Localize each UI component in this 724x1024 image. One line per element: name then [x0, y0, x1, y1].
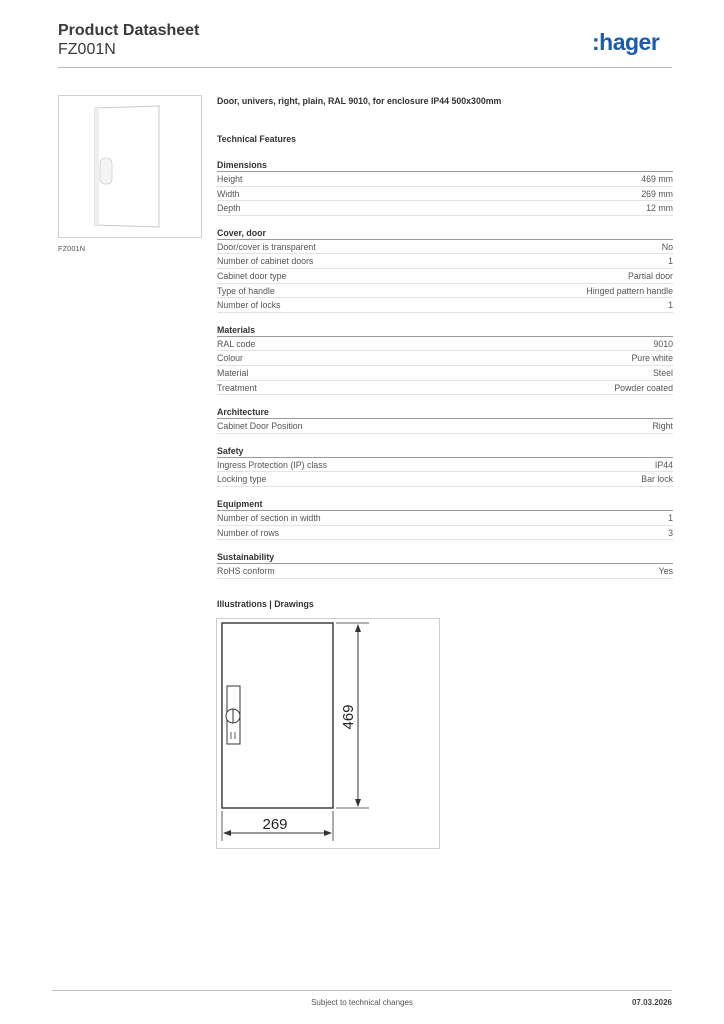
spec-value: 269 mm: [641, 188, 673, 199]
spec-section: [217, 498, 673, 540]
spec-row: [217, 187, 673, 202]
spec-row: [217, 526, 673, 541]
spec-label: Ingress Protection (IP) class: [217, 459, 327, 470]
technical-features-heading: Technical Features: [217, 134, 297, 144]
spec-row: [217, 564, 673, 579]
spec-value: Right: [652, 421, 673, 432]
footer-note: Subject to technical changes: [311, 998, 413, 1007]
spec-label: RoHS conform: [217, 566, 275, 577]
spec-content: [217, 96, 673, 579]
spec-row: [217, 472, 673, 487]
spec-row: [217, 240, 673, 255]
spec-value: Pure white: [631, 353, 673, 364]
spec-value: Yes: [658, 566, 673, 577]
hager-logo: [592, 28, 676, 58]
spec-value: Bar lock: [641, 474, 673, 485]
spec-label: Type of handle: [217, 285, 275, 296]
width-dimension-label: 269: [262, 816, 288, 833]
product-code: FZ001N: [58, 41, 116, 58]
spec-label: Cabinet door type: [217, 270, 287, 281]
spec-label: Width: [217, 188, 240, 199]
spec-label: Material: [217, 367, 249, 378]
spec-value: 1: [668, 512, 673, 523]
spec-label: Depth: [217, 203, 241, 214]
spec-row: [217, 419, 673, 434]
dimension-drawing: [216, 618, 440, 849]
spec-label: Number of cabinet doors: [217, 256, 314, 267]
product-description: Door, univers, right, plain, RAL 9010, for enclosure IP44 500x300mm: [217, 96, 502, 106]
dimension-labels: [217, 619, 439, 848]
spec-label: Cabinet Door Position: [217, 421, 303, 432]
spec-row: [217, 366, 673, 381]
spec-value: 469 mm: [641, 174, 673, 184]
section-heading: Architecture: [217, 406, 673, 419]
section-heading: Equipment: [217, 498, 673, 511]
spec-row: [217, 337, 673, 352]
spec-value: 9010: [653, 338, 673, 349]
spec-label: Locking type: [217, 474, 267, 485]
spec-value: Hinged pattern handle: [586, 285, 673, 296]
spec-label: Number of locks: [217, 300, 281, 311]
spec-label: Number of rows: [217, 527, 280, 538]
footer-date: 07.03.2026: [631, 998, 672, 1007]
spec-value: No: [661, 241, 673, 252]
spec-label: Door/cover is transparent: [217, 241, 316, 252]
spec-label: Colour: [217, 353, 243, 364]
height-dimension-label: 469: [340, 704, 357, 730]
spec-section: [217, 551, 673, 579]
header-divider: [58, 67, 672, 68]
section-heading: Cover, door: [217, 227, 673, 240]
spec-row: [217, 269, 673, 284]
illustrations-heading: Illustrations | Drawings: [217, 599, 314, 609]
spec-label: Number of section in width: [217, 512, 321, 523]
spec-value: 1: [668, 256, 673, 267]
spec-label: Height: [217, 174, 243, 184]
spec-section: [217, 324, 673, 395]
spec-row: [217, 351, 673, 366]
spec-label: Treatment: [217, 382, 257, 393]
spec-row: [217, 254, 673, 269]
spec-value: Powder coated: [614, 382, 673, 393]
section-heading: Dimensions: [217, 159, 673, 172]
spec-row: [217, 511, 673, 526]
logo-text: :hager: [592, 29, 660, 55]
page-title: Product Datasheet: [58, 22, 200, 39]
spec-row: [217, 381, 673, 396]
spec-section: [217, 445, 673, 487]
spec-value: IP44: [654, 459, 673, 470]
spec-row: [217, 172, 673, 187]
spec-value: Steel: [652, 367, 673, 378]
spec-sections: [217, 159, 673, 579]
spec-row: [217, 201, 673, 216]
spec-section: [217, 159, 673, 216]
spec-value: Partial door: [628, 270, 673, 281]
spec-label: RAL code: [217, 338, 256, 349]
spec-value: 3: [668, 527, 673, 538]
spec-row: [217, 458, 673, 473]
spec-section: [217, 227, 673, 313]
spec-section: [217, 406, 673, 434]
spec-value: 12 mm: [646, 203, 673, 214]
footer-divider: [52, 990, 672, 991]
section-heading: Materials: [217, 324, 673, 337]
section-heading: Sustainability: [217, 551, 673, 564]
spec-row: [217, 298, 673, 313]
product-image: [58, 95, 202, 238]
image-caption: FZ001N: [58, 244, 86, 253]
door-thumbnail-icon: [59, 96, 201, 237]
spec-row: [217, 284, 673, 299]
spec-value: 1: [668, 300, 673, 311]
section-heading: Safety: [217, 445, 673, 458]
